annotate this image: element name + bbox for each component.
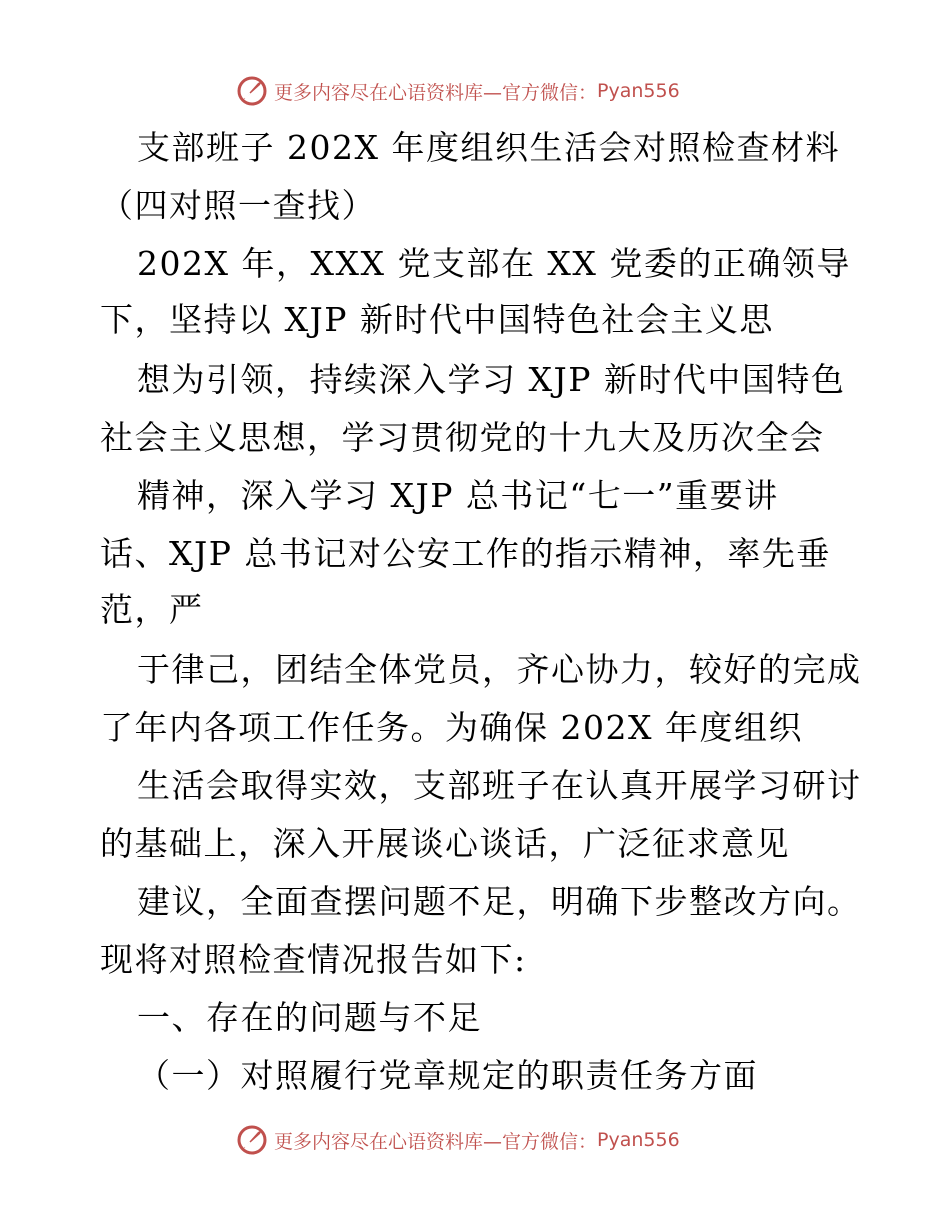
paragraph-line: 建议，全面查摆问题不足，明确下步整改方向。 bbox=[137, 882, 862, 921]
watermark-wechat-id: Pyan556 bbox=[597, 1129, 680, 1151]
paragraph-line: 想为引领，持续深入学习 XJP 新时代中国特色 bbox=[137, 360, 846, 399]
watermark-header bbox=[236, 74, 680, 108]
watermark-text-separator: —官方微信： bbox=[483, 81, 598, 104]
paragraph-line: 社会主义思想，学习贯彻党的十九大及历次全会 bbox=[100, 418, 825, 457]
paragraph-line: 的基础上，深入开展谈心谈话，广泛征求意见 bbox=[100, 824, 790, 863]
document-subtitle: （四对照一查找） bbox=[100, 186, 376, 225]
watermark-text-main: 更多内容尽在心语资料库 bbox=[274, 81, 484, 104]
watermark-wechat-id: Pyan556 bbox=[597, 80, 680, 102]
paragraph-line: 了年内各项工作任务。为确保 202X 年度组织 bbox=[100, 708, 803, 747]
paragraph-line: 现将对照检查情况报告如下: bbox=[100, 940, 527, 979]
paragraph-line: 精神，深入学习 XJP 总书记“七一”重要讲 bbox=[137, 476, 779, 515]
watermark-text-separator: —官方微信： bbox=[483, 1130, 598, 1153]
paragraph-line: 范，严 bbox=[100, 590, 204, 629]
paragraph-line: 202X 年，XXX 党支部在 XX 党委的正确领导 bbox=[137, 244, 851, 283]
paragraph-line: 话、XJP 总书记对公安工作的指示精神，率先垂 bbox=[100, 534, 831, 573]
paragraph-line: 于律己，团结全体党员，齐心协力，较好的完成 bbox=[137, 650, 862, 689]
watermark-text-main: 更多内容尽在心语资料库 bbox=[274, 1130, 484, 1153]
quill-logo-icon bbox=[236, 75, 268, 107]
document-title: 支部班子 202X 年度组织生活会对照检查材料 bbox=[137, 128, 840, 167]
section-heading: 一、存在的问题与不足 bbox=[137, 998, 482, 1037]
quill-logo-icon bbox=[236, 1124, 268, 1156]
paragraph-line: 下，坚持以 XJP 新时代中国特色社会主义思 bbox=[100, 300, 774, 339]
paragraph-line: 生活会取得实效，支部班子在认真开展学习研讨 bbox=[137, 766, 862, 805]
watermark-footer bbox=[236, 1123, 680, 1157]
subsection-heading: （一）对照履行党章规定的职责任务方面 bbox=[137, 1056, 758, 1095]
